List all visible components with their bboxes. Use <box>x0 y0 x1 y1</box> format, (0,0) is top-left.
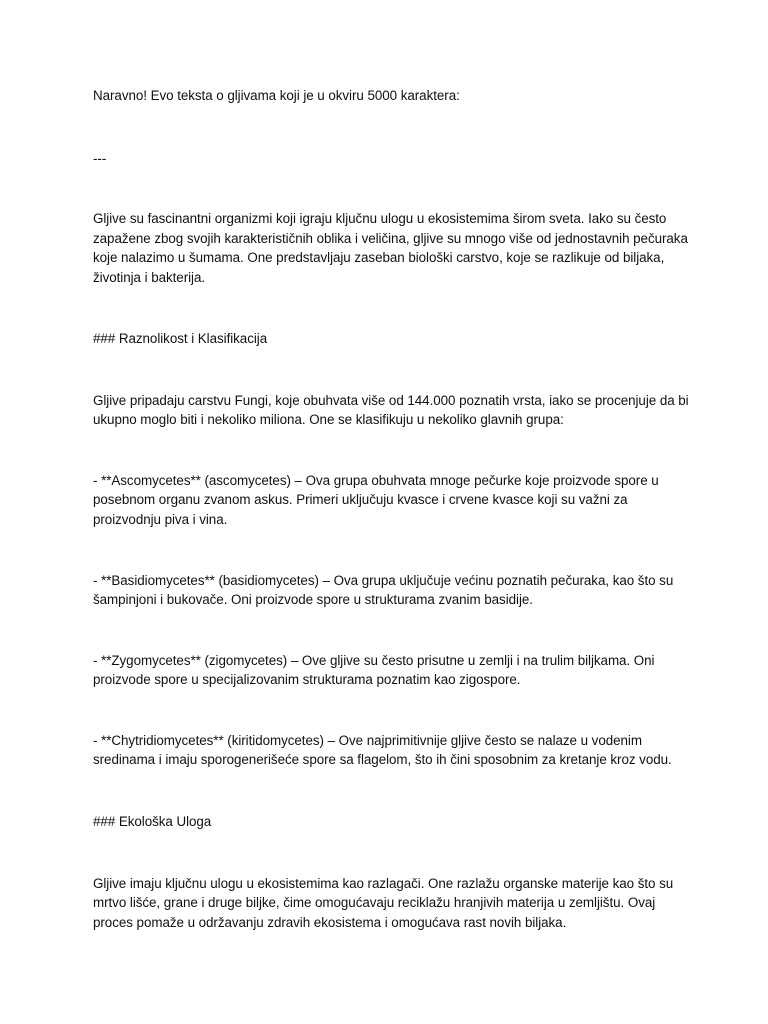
paragraph-2-line: ukupno moglo biti i nekoliko miliona. One se klasifikuju u nekoliko glavnih grupa: <box>93 412 564 427</box>
bullet-chytridiomycetes-line: sredinama i imaju sporogenerišeće spore sa flagelom, što ih čini sposobnim za kretanje kroz vodu. <box>93 752 672 767</box>
bullet-ascomycetes-line: posebnom organu zvanom askus. Primeri uključuju kvasce i crvene kvasce koji su važni za <box>93 492 628 507</box>
intro-text: Naravno! Evo teksta o gljivama koji je u okviru 5000 karaktera: <box>93 88 460 103</box>
paragraph-1-line: životinja i bakterija. <box>93 270 206 285</box>
bullet-ascomycetes-line: proizvodnju piva i vina. <box>93 512 228 527</box>
paragraph-3-line: mrtvo lišće, grane i druge biljke, čime omogućavaju reciklažu hranjivih materija u zemljištu. Ovaj <box>93 895 656 910</box>
paragraph-3-line: Gljive imaju ključnu ulogu u ekosistemima kao razlagači. One razlažu organske materije kao što su <box>93 876 674 891</box>
bullet-basidiomycetes-line: šampinjoni i bukovače. Oni proizvode spore u strukturama zvanim basidije. <box>93 592 533 607</box>
bullet-zygomycetes-line: proizvode spore u specijalizovanim strukturama poznatim kao zigospore. <box>93 672 521 687</box>
section-heading-classification: ### Raznolikost i Klasifikacija <box>93 331 268 346</box>
section-heading-ecology: ### Ekološka Uloga <box>93 814 212 829</box>
bullet-chytridiomycetes-line: - **Chytridiomycetes** (kiritidomycetes) – Ove najprimitivnije gljive često se nalaze u vodenim <box>93 733 642 748</box>
bullet-zygomycetes-line: - **Zygomycetes** (zigomycetes) – Ove gljive su često prisutne u zemlji i na trulim biljkama. Oni <box>93 653 655 668</box>
paragraph-3-line: proces pomaže u održavanju zdravih ekosistema i omogućava rast novih biljaka. <box>93 915 567 930</box>
paragraph-1-line: koje nalazimo u šumama. One predstavljaju zaseban biološki carstvo, koje se razlikuje od biljaka, <box>93 250 665 265</box>
bullet-basidiomycetes-line: - **Basidiomycetes** (basidiomycetes) – Ova grupa uključuje većinu poznatih pečuraka, kao što su <box>93 573 674 588</box>
paragraph-1-line: zapažene zbog svojih karakterističnih oblika i veličina, gljive su mnogo više od jednostavnih pečuraka <box>93 231 688 246</box>
bullet-ascomycetes-line: - **Ascomycetes** (ascomycetes) – Ova grupa obuhvata mnoge pečurke koje proizvode spore u <box>93 473 659 488</box>
paragraph-2-line: Gljive pripadaju carstvu Fungi, koje obuhvata više od 144.000 poznatih vrsta, iako se procenjuje da bi <box>93 393 689 408</box>
paragraph-1-line: Gljive su fascinantni organizmi koji igraju ključnu ulogu u ekosistemima širom sveta. Iako su često <box>93 211 667 226</box>
separator-text: --- <box>93 151 107 166</box>
